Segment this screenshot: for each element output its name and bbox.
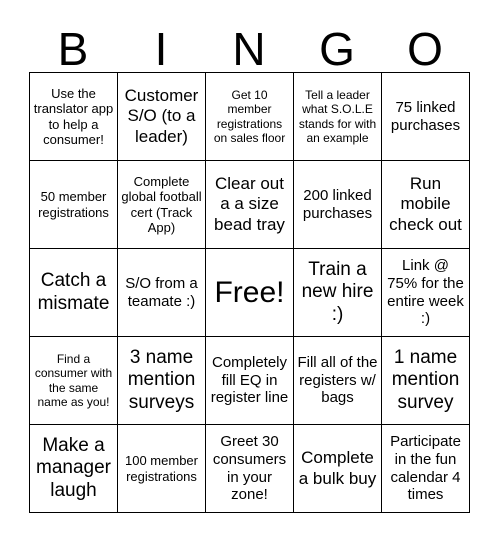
bingo-cell-22[interactable]: 100 member registrations xyxy=(118,425,206,513)
bingo-cell-21[interactable]: Make a manager laugh xyxy=(30,425,118,513)
bingo-cell-8[interactable]: Clear out a a size bead tray xyxy=(206,161,294,249)
bingo-cell-15[interactable]: Link @ 75% for the entire week :) xyxy=(382,249,470,337)
bingo-cell-11[interactable]: Catch a mismate xyxy=(30,249,118,337)
bingo-cell-6[interactable]: 50 member registrations xyxy=(30,161,118,249)
bingo-grid xyxy=(29,72,470,513)
bingo-cell-20[interactable]: 1 name mention survey xyxy=(382,337,470,425)
bingo-cell-4[interactable]: Tell a leader what S.O.L.E stands for with an example xyxy=(294,73,382,161)
header-letter-o: O xyxy=(407,23,445,75)
bingo-cell-10[interactable]: Run mobile check out xyxy=(382,161,470,249)
header-letter-n: N xyxy=(232,23,268,75)
bingo-cell-24[interactable]: Complete a bulk buy xyxy=(294,425,382,513)
bingo-cell-9[interactable]: 200 linked purchases xyxy=(294,161,382,249)
bingo-cell-18[interactable]: Completely fill EQ in register line xyxy=(206,337,294,425)
bingo-cell-7[interactable]: Complete global football cert (Track App) xyxy=(118,161,206,249)
bingo-cell-5[interactable]: 75 linked purchases xyxy=(382,73,470,161)
free-space[interactable]: Free! xyxy=(206,249,294,337)
bingo-cell-25[interactable]: Participate in the fun calendar 4 times xyxy=(382,425,470,513)
bingo-cell-3[interactable]: Get 10 member registrations on sales floor xyxy=(206,73,294,161)
bingo-cell-16[interactable]: Find a consumer with the same name as you! xyxy=(30,337,118,425)
bingo-cell-17[interactable]: 3 name mention surveys xyxy=(118,337,206,425)
bingo-cell-1[interactable]: Use the translator app to help a consumer! xyxy=(30,73,118,161)
bingo-header xyxy=(30,23,470,75)
bingo-cell-23[interactable]: Greet 30 consumers in your zone! xyxy=(206,425,294,513)
header-letter-b: B xyxy=(57,23,91,75)
bingo-cell-2[interactable]: Customer S/O (to a leader) xyxy=(118,73,206,161)
bingo-cell-14[interactable]: Train a new hire :) xyxy=(294,249,382,337)
bingo-cell-19[interactable]: Fill all of the registers w/ bags xyxy=(294,337,382,425)
header-letter-g: G xyxy=(319,23,357,75)
bingo-cell-12[interactable]: S/O from a teamate :) xyxy=(118,249,206,337)
header-letter-i: I xyxy=(154,23,170,75)
